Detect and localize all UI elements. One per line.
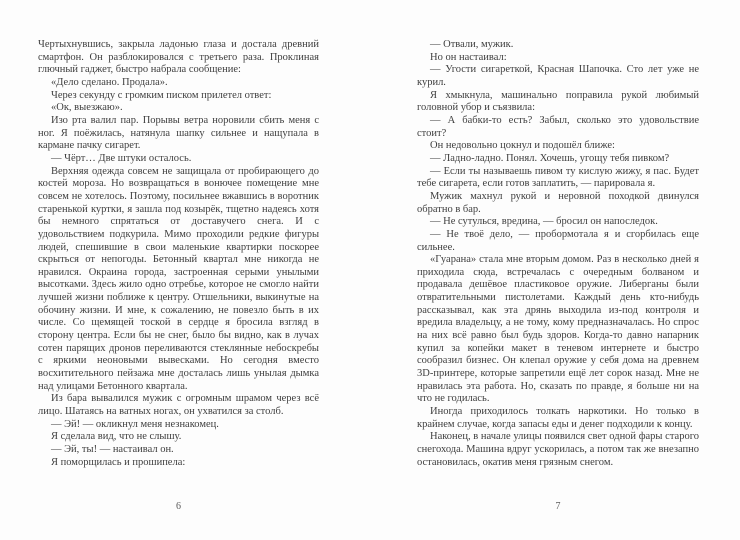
paragraph: — Эй, ты! — настаивал он. <box>51 444 174 455</box>
paragraph: — А бабки-то есть? Забыл, сколько это удовольствие стоит? <box>417 114 699 139</box>
paragraph: Я сделала вид, что не слышу. <box>51 431 182 443</box>
page-right-text <box>417 39 699 469</box>
page-number-left: 6 <box>176 501 181 512</box>
paragraph: Но он настаивал: <box>430 51 507 63</box>
paragraph: Изо рта валил пар. Порывы ветра норовили сбить меня с ног. Я поёжилась, натянула шапку сильнее и нащупала в кармане пачку сигарет. <box>38 114 319 152</box>
paragraph: Наконец, в начале улицы появился свет одной фары старого снегохода. Машина вдруг ускорилась, а потом так же внезапно остановилась, окатив меня грязным снегом. <box>417 431 699 468</box>
paragraph: Чертыхнувшись, закрыла ладонью глаза и достала древний смартфон. Он разблокировался с третьего раза. Проклиная глючный гаджет, быстро набрала сообщение: <box>38 39 319 76</box>
paragraph: — Отвали, мужик. <box>430 39 514 50</box>
paragraph: — Не сутулься, вредина, — бросил он напоследок. <box>430 216 658 228</box>
paragraph: — Если ты называешь пивом ту кислую жижу, я пас. Будет тебе сигарета, если готов заплатить, — парировала я. <box>417 165 699 190</box>
paragraph: — Угости сигареткой, Красная Шапочка. Сто лет уже не курил. <box>417 64 699 88</box>
paragraph: Верхняя одежда совсем не защищала от пробирающего до костей мороза. Но возвращаться в вонючее помещение мне совсем не хотелось. Поэтому, посильнее вжавшись в воротник старенькой куртки, я зашла под козырёк, тщетно надеясь хотя бы немного спрятаться от доставучего снега. И с удовольствием подкурила. Мимо проходили редкие фигуры людей, спешившие в свои маленькие квартирки поскорее скрыться от непогоды. Бетонный квартал мне никогда не нравился. Окраина города, застроенная серыми унылыми высотками. Здесь жило одно отребье, которое не смогло найти лучшей жизни поближе к центру. Отшельники, выкинутые на обочину жизни. И мне, к сожалению, не повезло быть в их числе. Со щемящей тоской в сердце я бросила взгляд в сторону центра. Если бы не снег, было бы видно, как в лучах сотен парящих дронов переливаются стеклянные небоскребы с яркими неоновыми вывесками. Но сегодня вместо восхитительного пейзажа мне досталась лишь унылая дымка над улицами Бетонного квартала. <box>38 165 319 392</box>
paragraph: Мужик махнул рукой и неровной походкой двинулся обратно в бар. <box>417 190 699 215</box>
paragraph: «Ок, выезжаю». <box>51 102 123 114</box>
paragraph: — Эй! — окликнул меня незнакомец. <box>51 418 219 430</box>
paragraph: «Гуарана» стала мне вторым домом. Раз в несколько дней я приходила сюда, встречалась с очередным болваном и продавала дешёвое пластиковое оружие. Либерганы были отвратительными пистолетами. Каждый день кто-нибудь рассказывал, как эта дрянь выходила из-под контроля и вредила владельцу, а не тому, кому предназначалась. Но спрос на них всё равно был будь здоров. Когда-то давно напарник купил за копейки макет в теневом интернете и быстро сообразил бизнес. Он клепал оружие у себя дома на древнем 3D-принтере, которые запретили ещё лет сорок назад. Мне не нравилась эта работа. Но, сказать по правде, я больше ни на что не годилась. <box>417 254 699 405</box>
paragraph: Я хмыкнула, машинально поправила рукой любимый головной убор и съязвила: <box>417 89 699 114</box>
paragraph: — Чёрт… Две штуки осталось. <box>51 152 192 164</box>
paragraph: — Ладно-ладно. Понял. Хочешь, угощу тебя пивком? <box>430 152 670 164</box>
page-number-right: 7 <box>555 501 561 512</box>
paragraph: «Дело сделано. Продала». <box>51 76 168 88</box>
paragraph: Я поморщилась и прошипела: <box>51 456 186 468</box>
paragraph: Через секунду с громким писком прилетел ответ: <box>51 89 272 101</box>
paragraph: Из бара вывалился мужик с огромным шрамом через всё лицо. Шатаясь на ватных ногах, он ухватился за столб. <box>38 393 319 418</box>
paragraph: Он недовольно цокнул и подошёл ближе: <box>430 140 615 152</box>
paragraph: Иногда приходилось толкать наркотики. Но только в крайнем случае, когда запасы еды и денег подходили к концу. <box>417 406 699 430</box>
page-left-text <box>38 39 319 469</box>
paragraph: — Не твоё дело, — пробормотала я и сгорбилась еще сильнее. <box>417 228 699 253</box>
